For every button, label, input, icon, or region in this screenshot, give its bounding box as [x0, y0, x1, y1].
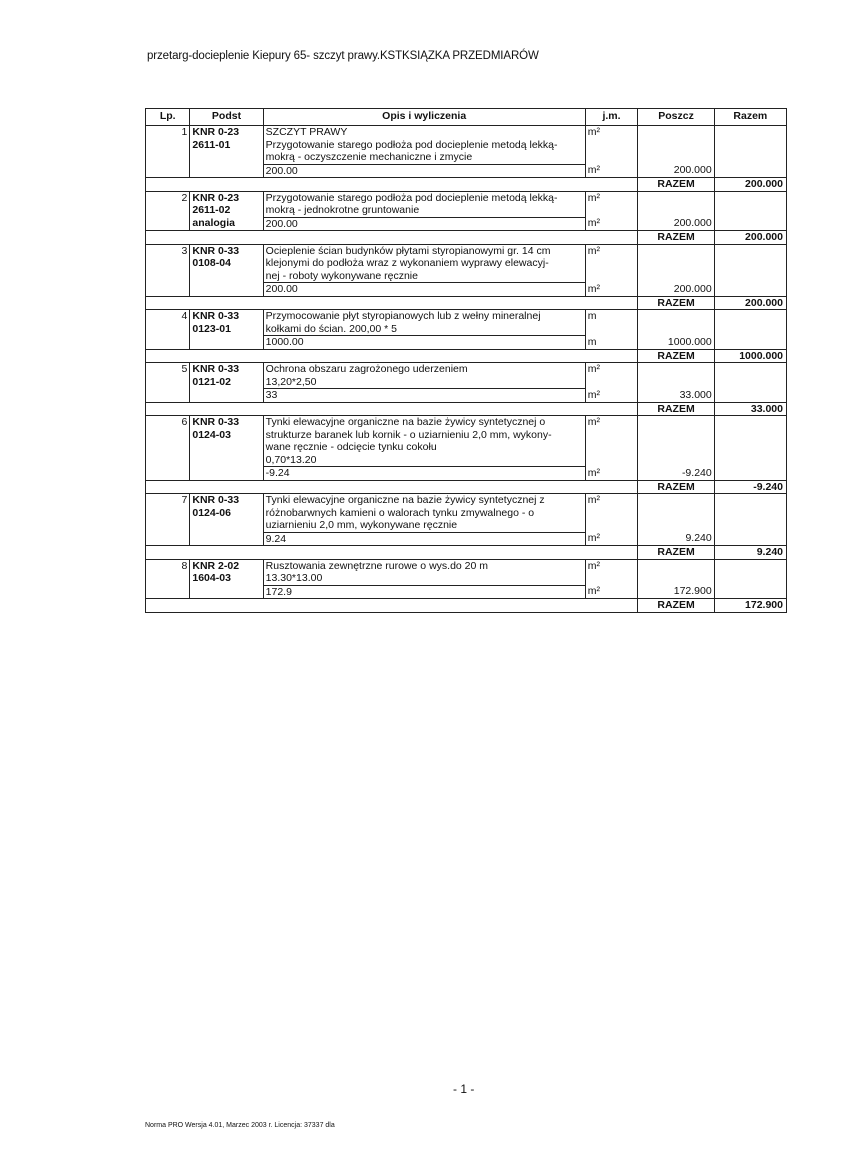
header-poszcz: Poszcz: [638, 109, 714, 126]
item-poszcz-empty: [638, 363, 714, 389]
razem-value: 1000.000: [714, 349, 786, 363]
podst-line: 2611-01: [192, 138, 231, 151]
description-line: nej - roboty wykonywane ręcznie: [265, 269, 418, 282]
razem-value: 200.000: [714, 231, 786, 245]
item-unit: m²: [585, 363, 638, 389]
calc-poszcz: 172.900: [638, 585, 714, 599]
item-poszcz-empty: [638, 494, 714, 533]
razem-label: RAZEM: [638, 178, 714, 192]
sum-empty: [146, 296, 638, 310]
item-row: [146, 244, 787, 283]
calc-lp-empty: [146, 283, 190, 297]
item-podst: [190, 494, 263, 546]
description-line: Tynki elewacyjne organiczne na bazie żywicy syntetycznej z: [265, 494, 545, 506]
item-razem-empty: [714, 191, 786, 217]
sum-row: [146, 349, 787, 363]
sum-row: [146, 296, 787, 310]
calc-lp-empty: [146, 164, 190, 178]
podst-line: KNR 0-33: [192, 244, 240, 257]
sum-empty: [146, 178, 638, 192]
item-poszcz-empty: [638, 310, 714, 336]
header-razem: Razem: [714, 109, 786, 126]
sum-row: [146, 231, 787, 245]
description-line: Ocieplenie ścian budynków płytami styropianowymi gr. 14 cm: [265, 244, 551, 257]
item-lp: 4: [146, 310, 190, 336]
description-line: 13,20*2,50: [265, 375, 317, 388]
calc-razem-empty: [714, 532, 786, 546]
razem-label: RAZEM: [638, 480, 714, 494]
description-line: 0,70*13.20: [265, 453, 317, 466]
podst-line: analogia: [192, 216, 235, 229]
podst-line: 0121-02: [192, 375, 231, 388]
podst-line: KNR 0-33: [192, 310, 240, 322]
podst-line: 2611-02: [192, 204, 231, 216]
description-line: Tynki elewacyjne organiczne na bazie żywicy syntetycznej o: [265, 416, 546, 428]
item-poszcz-empty: [638, 126, 714, 165]
item-unit: m²: [585, 494, 638, 533]
calc-poszcz: 200.000: [638, 283, 714, 297]
description-line: SZCZYT PRAWY: [265, 126, 348, 138]
item-description: [263, 126, 585, 165]
sum-empty: [146, 349, 638, 363]
description-line: strukturze baranek lub kornik - o uziarnieniu 2,0 mm, wykony-: [265, 428, 552, 441]
razem-label: RAZEM: [638, 546, 714, 560]
table-body: [146, 126, 787, 613]
item-podst: [190, 191, 263, 231]
calc-poszcz: 9.240: [638, 532, 714, 546]
calc-lp-empty: [146, 389, 190, 403]
item-poszcz-empty: [638, 244, 714, 283]
description-line: Przymocowanie płyt styropianowych lub z wełny mineralnej: [265, 310, 541, 322]
razem-value: 33.000: [714, 402, 786, 416]
calc-unit: m²: [585, 283, 638, 297]
calc-value: 33: [263, 389, 585, 403]
sum-row: [146, 480, 787, 494]
razem-value: 172.900: [714, 599, 786, 613]
razem-value: 200.000: [714, 296, 786, 310]
podst-line: 0124-03: [192, 428, 231, 441]
item-lp: 6: [146, 416, 190, 467]
sum-row: [146, 599, 787, 613]
item-razem-empty: [714, 244, 786, 283]
calc-razem-empty: [714, 164, 786, 178]
item-razem-empty: [714, 416, 786, 467]
podst-line: 0108-04: [192, 257, 231, 269]
calc-razem-empty: [714, 389, 786, 403]
footer-license: Norma PRO Wersja 4.01, Marzec 2003 r. Licencja: 37337 dla: [145, 1122, 335, 1129]
page-number: - 1 -: [453, 1082, 475, 1096]
sum-empty: [146, 402, 638, 416]
item-unit: m²: [585, 191, 638, 217]
description-line: wane ręcznie - odcięcie tynku cokołu: [265, 441, 437, 453]
item-lp: 7: [146, 494, 190, 533]
item-unit: m²: [585, 126, 638, 165]
sum-empty: [146, 599, 638, 613]
calc-value: 200.00: [263, 164, 585, 178]
item-row: [146, 494, 787, 533]
header-lp: Lp.: [146, 109, 190, 126]
calc-value: 200.00: [263, 217, 585, 231]
item-podst: [190, 559, 263, 599]
item-unit: m²: [585, 559, 638, 585]
razem-label: RAZEM: [638, 296, 714, 310]
item-poszcz-empty: [638, 559, 714, 585]
calc-unit: m²: [585, 532, 638, 546]
podst-line: KNR 0-33: [192, 363, 240, 375]
calc-unit: m²: [585, 585, 638, 599]
item-poszcz-empty: [638, 416, 714, 467]
sum-row: [146, 402, 787, 416]
item-podst: [190, 416, 263, 481]
razem-value: 200.000: [714, 178, 786, 192]
description-line: Przygotowanie starego podłoża pod docieplenie metodą lekką-: [265, 138, 558, 151]
calc-unit: m²: [585, 217, 638, 231]
description-line: Ochrona obszaru zagrożonego uderzeniem: [265, 363, 468, 375]
description-line: różnobarwnych kamieni o walorach tynku zmywalnego - o: [265, 506, 535, 519]
calc-value: 1000.00: [263, 336, 585, 350]
item-row: [146, 191, 787, 217]
header-jm: j.m.: [585, 109, 638, 126]
calc-value: -9.24: [263, 467, 585, 481]
item-description: [263, 559, 585, 585]
item-razem-empty: [714, 494, 786, 533]
item-lp: 8: [146, 559, 190, 585]
calc-poszcz: 200.000: [638, 217, 714, 231]
header-opis: Opis i wyliczenia: [263, 109, 585, 126]
podst-line: 0124-06: [192, 506, 231, 519]
calc-poszcz: 33.000: [638, 389, 714, 403]
item-lp: 1: [146, 126, 190, 165]
razem-label: RAZEM: [638, 231, 714, 245]
calc-value: 172.9: [263, 585, 585, 599]
sum-row: [146, 178, 787, 192]
item-lp: 5: [146, 363, 190, 389]
calc-lp-empty: [146, 217, 190, 231]
item-description: [263, 363, 585, 389]
calc-unit: m²: [585, 389, 638, 403]
calc-value: 200.00: [263, 283, 585, 297]
description-line: 13.30*13.00: [265, 572, 323, 584]
table-header-row: [146, 109, 787, 126]
podst-line: KNR 0-33: [192, 416, 240, 428]
description-line: Przygotowanie starego podłoża pod docieplenie metodą lekką-: [265, 191, 558, 204]
description-line: mokrą - jednokrotne gruntowanie: [265, 204, 420, 216]
item-razem-empty: [714, 126, 786, 165]
calc-razem-empty: [714, 336, 786, 350]
calc-poszcz: -9.240: [638, 467, 714, 481]
item-podst: [190, 363, 263, 403]
podst-line: KNR 0-23: [192, 191, 240, 204]
razem-value: -9.240: [714, 480, 786, 494]
podst-line: 0123-01: [192, 322, 231, 335]
razem-label: RAZEM: [638, 402, 714, 416]
item-row: [146, 559, 787, 585]
calc-lp-empty: [146, 467, 190, 481]
podst-line: 1604-03: [192, 572, 231, 584]
item-podst: [190, 244, 263, 296]
calc-lp-empty: [146, 532, 190, 546]
item-unit: m²: [585, 416, 638, 467]
item-podst: [190, 126, 263, 178]
calc-unit: m²: [585, 467, 638, 481]
item-description: [263, 416, 585, 467]
podst-line: KNR 0-33: [192, 494, 240, 506]
item-row: [146, 126, 787, 165]
item-razem-empty: [714, 310, 786, 336]
item-podst: [190, 310, 263, 350]
item-poszcz-empty: [638, 191, 714, 217]
calc-lp-empty: [146, 585, 190, 599]
calc-razem-empty: [714, 467, 786, 481]
item-unit: m: [585, 310, 638, 336]
podst-line: KNR 0-23: [192, 126, 240, 138]
item-row: [146, 416, 787, 467]
calc-razem-empty: [714, 217, 786, 231]
calc-unit: m²: [585, 164, 638, 178]
sum-empty: [146, 480, 638, 494]
calc-poszcz: 1000.000: [638, 336, 714, 350]
razem-value: 9.240: [714, 546, 786, 560]
item-row: [146, 310, 787, 336]
item-row: [146, 363, 787, 389]
sum-empty: [146, 546, 638, 560]
item-razem-empty: [714, 559, 786, 585]
item-description: [263, 191, 585, 217]
description-line: mokrą - oczyszczenie mechaniczne i zmycie: [265, 151, 473, 163]
description-line: kołkami do ścian. 200,00 * 5: [265, 322, 397, 335]
description-line: uziarnieniu 2,0 mm, wykonywane ręcznie: [265, 519, 458, 531]
calc-poszcz: 200.000: [638, 164, 714, 178]
razem-label: RAZEM: [638, 599, 714, 613]
podst-line: KNR 2-02: [192, 559, 240, 572]
item-unit: m²: [585, 244, 638, 283]
description-line: Rusztowania zewnętrzne rurowe o wys.do 20 m: [265, 559, 489, 572]
estimate-table: [145, 108, 787, 613]
item-description: [263, 494, 585, 533]
item-description: [263, 244, 585, 283]
sum-empty: [146, 231, 638, 245]
sum-row: [146, 546, 787, 560]
calc-razem-empty: [714, 283, 786, 297]
razem-label: RAZEM: [638, 349, 714, 363]
header-podst: Podst: [190, 109, 263, 126]
item-lp: 2: [146, 191, 190, 217]
item-razem-empty: [714, 363, 786, 389]
calc-razem-empty: [714, 585, 786, 599]
item-lp: 3: [146, 244, 190, 283]
calc-lp-empty: [146, 336, 190, 350]
calc-unit: m: [585, 336, 638, 350]
calc-value: 9.24: [263, 532, 585, 546]
document-title: przetarg-docieplenie Kiepury 65- szczyt prawy.KSTKSIĄZKA PRZEDMIARÓW: [147, 50, 539, 62]
description-line: klejonymi do podłoża wraz z wykonaniem wyprawy elewacyj-: [265, 257, 549, 269]
item-description: [263, 310, 585, 336]
